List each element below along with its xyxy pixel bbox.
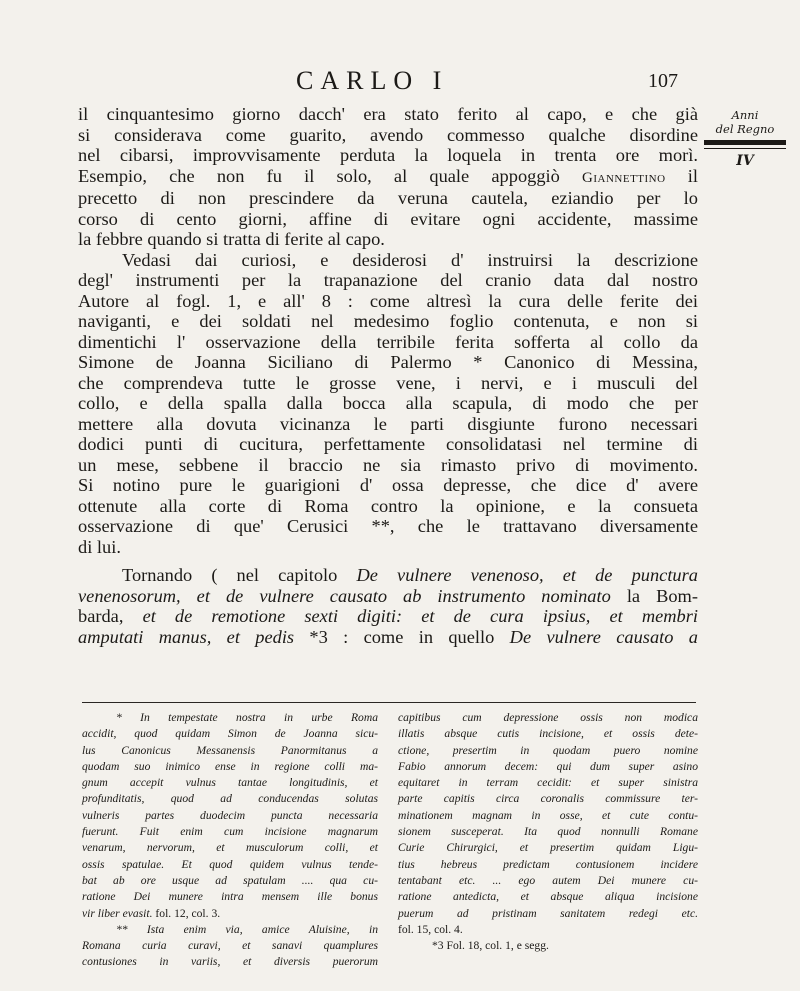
footnote-line: accidit, quod quidam Simon de Joanna sicu- <box>82 727 378 741</box>
footnote-line: equitaret in terram cecidit: et super sinistra <box>398 776 698 790</box>
footnote-citation: fol. 15, col. 4. <box>398 922 463 936</box>
text-segment: *3 : come in quello <box>309 626 495 647</box>
text-line: il cinquantesimo giorno dacch' era stato ferito al capo, e che già <box>78 104 698 124</box>
footnote-line: parte capitis circa coronalis commissure ter- <box>398 792 698 806</box>
footnote-line: * In tempestate nostra in urbe Roma <box>116 711 378 724</box>
footnote-line: quodam suo inimico ense in regione colli ma- <box>82 759 378 773</box>
footnote-line: vulneris partes duodecim puncta necessaria <box>82 808 378 822</box>
footnote-line: tius hebreus predictam contusionem incidere <box>398 857 698 871</box>
text-line: la febbre quando si tratta di ferite al capo. <box>78 229 385 249</box>
footnote-line: illatis absque cutis incisione, et ossis dete- <box>398 727 698 741</box>
text-line: Vedasi dai curiosi, e desiderosi d' instruirsi la descrizione <box>122 249 698 270</box>
footnote-line: bat ab ore usque ad spatulam .... qua cu- <box>82 873 378 887</box>
margin-rule-thin <box>704 148 786 149</box>
footnote-line: fuerunt. Fuit enim cum incisione magnarum <box>82 825 378 839</box>
footnote-line: venarum, nervorum, et musculorum colli, et <box>82 841 378 855</box>
margin-note-label: Anni <box>731 108 759 122</box>
latin-title: amputati manus, et pedis <box>78 626 295 647</box>
footnote-citation: *3 Fol. 18, col. 1, e segg. <box>432 939 549 953</box>
text-line <box>78 586 698 607</box>
footnote-line <box>82 906 378 922</box>
margin-note-label-2: del Regno <box>715 122 775 136</box>
footnote-line: profunditatis, quod ad conducendas solutas <box>82 792 378 806</box>
text-line: si considerava come guarito, avendo commesso qualche disordine <box>78 124 698 145</box>
margin-note-year: IV <box>736 153 754 169</box>
text-segment: il <box>687 165 698 186</box>
footnote-line: Fabio annorum decem: qui dum super asino <box>398 759 698 773</box>
text-line: ottenute alla corte di Roma contro la opinione, e la consueta <box>78 495 698 516</box>
text-line: naviganti, e dei soldati nel medesimo foglio contenuta, e non si <box>78 311 698 331</box>
footnote-line: puerum ad pristinam sanitatem redegi etc. <box>398 906 698 920</box>
footnote-citation: fol. 12, col. 3. <box>155 906 221 920</box>
footnote-line: contusiones in variis, et diversis puerorum <box>82 955 378 969</box>
footnote-line: sionem susceperat. Ita quod nonnulli Romane <box>398 825 698 839</box>
footnotes-left-column <box>82 710 378 971</box>
footnote-line: Curie Chirurgici, et presertim quidam Ligu- <box>398 841 698 855</box>
text-line <box>78 166 698 189</box>
running-head <box>0 66 800 100</box>
latin-title: De vulnere venenoso, et de punctura <box>356 565 698 585</box>
footnote-line: gnum accepit vulnus tantae longitudinis, et <box>82 776 378 790</box>
text-segment: Tornando ( nel capitolo <box>122 565 338 585</box>
text-line: Si notino pure le guarigioni d' ossa depresse, che dice d' avere <box>78 475 698 495</box>
text-line <box>78 627 698 648</box>
footnote-line: ** Ista enim via, amice Aluisine, in <box>116 922 378 936</box>
footnote-line: capitibus cum depressione ossis non modica <box>398 711 698 724</box>
footnote-line: Romana curia curavi, et sanavi quamplures <box>82 939 378 953</box>
footnote-segment: vir liber evasit. <box>82 906 153 920</box>
footnote-line: ctione, presertim in quodam puero nomine <box>398 743 698 757</box>
footnote-line: ratione Dei munere intra mensem ille bonus <box>82 890 378 904</box>
text-line: Simone de Joanna Siciliano di Palermo * Canonico di Messina, <box>78 352 698 372</box>
text-line: di lui. <box>78 536 121 557</box>
text-line: osservazione di que' Cerusici **, che le trattavano diversamente <box>78 516 698 536</box>
footnote-line: ratione antedicta, et absque aliqua incisione <box>398 890 698 904</box>
page-number: 107 <box>648 70 678 92</box>
latin-title: De vulnere causato a <box>509 626 698 647</box>
footnote-line: minationem magnam in osse, et cute contu- <box>398 808 698 822</box>
text-segment: Esempio, che non fu il solo, al quale appoggiò <box>78 165 560 186</box>
text-line: dodici punti di cucitura, perfettamente consolidatasi nel termine di <box>78 434 698 454</box>
latin-title: et de remotione sexti digiti: et de cura ipsius, et membri <box>142 606 699 626</box>
footnote-line: lus Canonicus Messanensis Panormitanus a <box>82 743 378 757</box>
text-line: corso di cento giorni, affine di evitare ogni accidente, massime <box>78 208 698 229</box>
main-text <box>78 104 698 647</box>
text-segment: la Bom- <box>626 585 698 606</box>
text-line: mettere alla dovuta vicinanza le parti disgiunte furono necessari <box>78 413 698 434</box>
person-name: Giannettino <box>582 169 666 186</box>
latin-title: venenosorum, et de vulnere causato ab instrumento nominato <box>78 585 611 606</box>
footnote-rule <box>82 702 696 703</box>
text-line: collo, e della spalla dalla bocca alla scapula, di modo che per <box>78 393 698 413</box>
text-line: precetto di non prescindere da veruna cautela, eziandio per lo <box>78 188 698 208</box>
margin-rule <box>704 140 786 145</box>
text-line: nel cibarsi, improvvisamente perduta la loquela in trenta ore morì. <box>78 145 698 165</box>
text-line <box>78 565 698 586</box>
text-segment: barda, <box>78 606 124 626</box>
footnote-line: ossis spatulae. Et quod quidem vulnus tende- <box>82 857 378 871</box>
text-line: un mese, sebbene il braccio ne sia rimasto privo di movimento. <box>78 454 698 475</box>
footnote-line: tentabant etc. ... ego autem Dei munere cu- <box>398 873 698 887</box>
running-title: CARLO I <box>296 66 449 95</box>
text-line: dimentichi l' osservazione della terribile ferita sofferta al collo da <box>78 331 698 352</box>
text-line: Autore al fogl. 1, e all' 8 : come altresì la cura delle ferite dei <box>78 290 698 311</box>
footnotes-right-column <box>398 710 698 954</box>
margin-note <box>702 108 788 169</box>
text-line: che comprendeva tutte le grosse vene, i nervi, e i musculi del <box>78 372 698 393</box>
text-line <box>78 606 698 627</box>
text-line: degl' instrumenti per la trapanazione del cranio data dal nostro <box>78 270 698 290</box>
